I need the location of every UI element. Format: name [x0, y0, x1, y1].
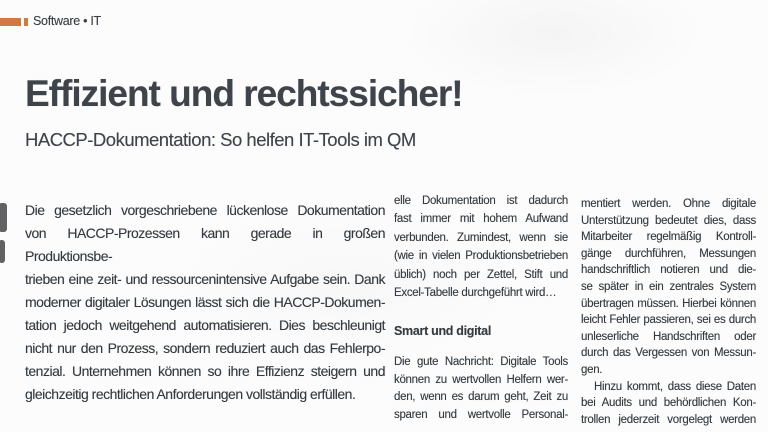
text-line: verbunden. Zumindest, wenn sie — [394, 231, 568, 244]
text-line: handschriftlich notieren und die- — [581, 264, 756, 277]
text-line: bei Audits und behördlichen Kon- — [581, 397, 756, 410]
text-line: gleichzeitig rechtlichen Anforderungen vollständig erfüllen. — [25, 385, 356, 402]
column-right — [581, 196, 756, 428]
subheading-smart-und-digital: Smart und digital — [394, 324, 491, 338]
text-line: Die gesetzlich vorgeschriebene lückenlose Dokumentation — [25, 201, 385, 218]
column-middle-paragraph-2 — [394, 354, 568, 424]
text-line: leicht Fehler passieren, sei es durch — [581, 314, 756, 327]
text-line: durch das Vergessen von Messun- — [581, 347, 756, 360]
text-line: mentiert werden. Ohne digitale — [581, 198, 756, 210]
text-line: elle Dokumentation ist dadurch — [394, 195, 568, 207]
text-line: von HACCP-Prozessen kann gerade in großen Produktionsbe- — [25, 224, 385, 264]
text-line: unleserliche Handschriften oder — [581, 330, 756, 343]
section-label: Software • IT — [33, 14, 101, 28]
article-subtitle: HACCP-Dokumentation: So helfen IT-Tools im QM — [25, 129, 416, 150]
text-line: Excel-Tabelle durchgeführt wird… — [394, 287, 557, 300]
text-line: (wie in vielen Produktionsbetrieben — [394, 250, 568, 263]
text-line: Mitarbeiter regelmäßig Kontroll- — [581, 231, 756, 244]
text-line: nicht nur den Prozess, sondern reduziert auch das Fehlerpo- — [25, 339, 385, 356]
text-line: tation jedoch weitgehend automatisieren. Dies beschleunigt — [25, 316, 385, 333]
column-middle-paragraph-1 — [394, 192, 568, 302]
accent-bar — [0, 18, 21, 26]
text-line: sparen und wertvolle Personal- — [394, 408, 568, 421]
column-right-paragraph-2 — [581, 379, 756, 429]
text-line: moderner digitaler Lösungen lässt sich die HACCP-Dokumen- — [25, 293, 385, 310]
text-line: gen. — [581, 363, 603, 376]
text-line: Hinzu kommt, dass diese Daten — [594, 380, 756, 393]
scan-edge-artifact — [0, 203, 7, 232]
text-line: Unterstützung bedeutet dies, dass — [581, 214, 756, 227]
column-right-paragraph-1 — [581, 196, 756, 379]
accent-tick-icon — [24, 18, 29, 26]
text-line: übertragen müssen. Hierbei können — [581, 297, 756, 310]
scan-edge-artifact — [0, 240, 5, 263]
text-line: Die gute Nachricht: Digitale Tools — [394, 356, 568, 368]
text-line: trieben eine zeit- und ressourcenintensive Aufgabe sein. Dank — [25, 270, 385, 287]
text-line: gänge durchführen, Messungen — [581, 247, 756, 260]
text-line: können zu wertvollen Helfern wer- — [394, 373, 568, 386]
text-line: tenzial. Unternehmen können so ihre Effizienz steigern und — [25, 362, 385, 379]
text-line: fast immer mit hohem Aufwand — [394, 213, 568, 226]
text-line: trollen jederzeit vorgelegt werden — [581, 413, 756, 426]
text-line: se später in ein zentrales System — [581, 280, 756, 293]
text-line: üblich) noch per Zettel, Stift und — [394, 268, 568, 281]
lead-paragraph — [25, 199, 385, 406]
article-title: Effizient und rechtssicher! — [25, 73, 463, 114]
text-line: den, wenn es darum geht, Zeit zu — [394, 391, 568, 403]
